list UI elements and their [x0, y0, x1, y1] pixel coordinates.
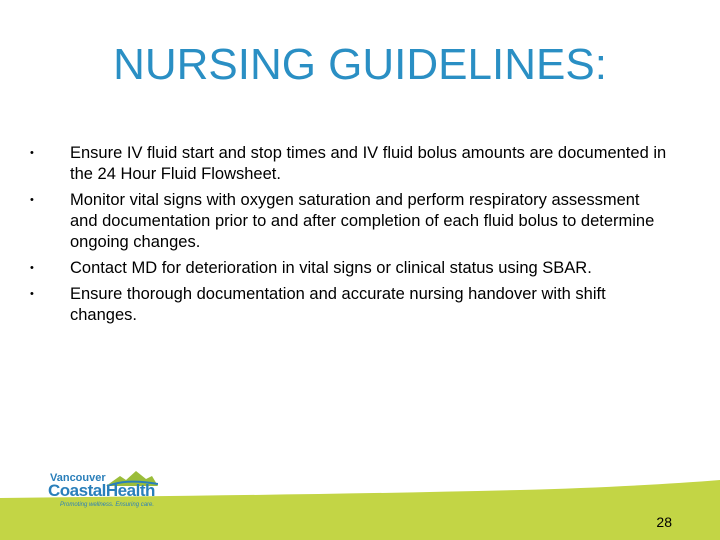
- bullet-item: [30, 143, 670, 185]
- bullet-icon: •: [30, 147, 34, 159]
- bullet-text: Monitor vital signs with oxygen saturation and perform respiratory assessment and documentation prior to and after completion of each fluid bolus to determine ongoing changes.: [70, 191, 655, 251]
- bullet-icon: •: [30, 288, 34, 300]
- bullet-item: [30, 284, 670, 326]
- bullet-text: Contact MD for deterioration in vital signs or clinical status using SBAR.: [70, 259, 592, 277]
- bullet-icon: •: [30, 194, 34, 206]
- bullet-list: [30, 143, 670, 331]
- page-number: 28: [656, 514, 672, 530]
- bullet-icon: •: [30, 262, 34, 274]
- bullet-text: Ensure thorough documentation and accurate nursing handover with shift changes.: [70, 285, 606, 324]
- logo-tagline: Promoting wellness. Ensuring care.: [60, 502, 155, 508]
- logo-text-coastal-health: CoastalHealth: [48, 481, 155, 500]
- bullet-text: Ensure IV fluid start and stop times and IV fluid bolus amounts are documented in the 24 Hour Fluid Flowsheet.: [70, 144, 667, 183]
- slide-title: NURSING GUIDELINES:: [113, 40, 607, 89]
- logo-text-vancouver: Vancouver: [50, 472, 106, 484]
- bullet-item: [30, 258, 670, 279]
- bullet-item: [30, 190, 670, 253]
- vancouver-coastal-health-logo: [48, 470, 168, 515]
